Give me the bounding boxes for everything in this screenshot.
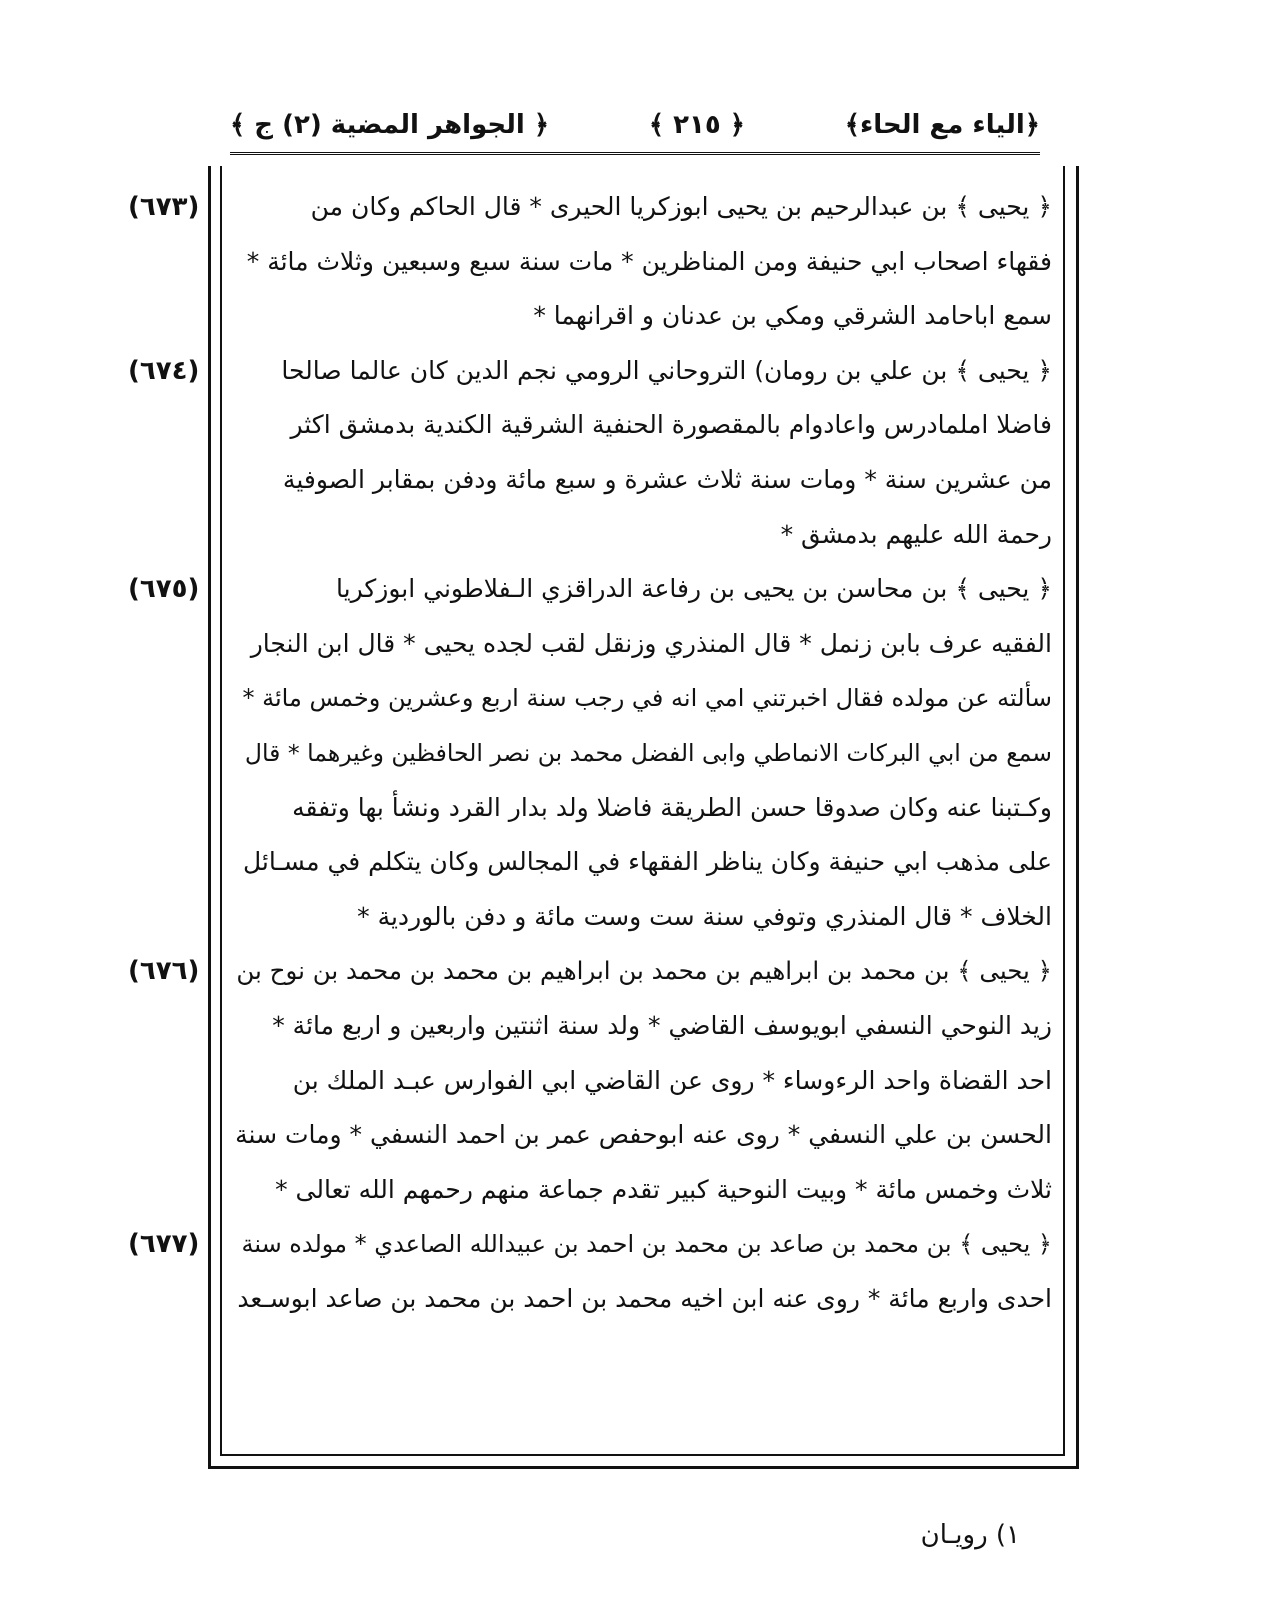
text-line: سمع من ابي البركات الانماطي وابى الفضل محمد بن نصر الحافظين وغيرهما * قال xyxy=(244,738,1052,767)
text-line: احد القضاة واحد الرءوساء * روى عن القاضي ابي الفوارس عبـد الملك بن xyxy=(292,1065,1052,1095)
text-line: الحسن بن علي النسفي * روى عنه ابوحفص عمر بن احمد النسفي * ومات سنة xyxy=(235,1120,1052,1150)
text-line: من عشرين سنة * ومات سنة ثلاث عشرة و سبع مائة ودفن بمقابر الصوفية xyxy=(282,464,1052,494)
entry-number: (٦٧٤) xyxy=(128,356,200,386)
text-line: سمع اباحامد الشرقي ومكي بن عدنان و اقرانهما * xyxy=(533,301,1052,331)
text-line: ﴿ يحيى ﴾ بن عبدالرحيم بن يحيى ابوزكريا الحيرى * قال الحاكم وكان من xyxy=(310,192,1052,221)
text-line: وكـتبنا عنه وكان صدوقا حسن الطريقة فاضلا ولد بدار القرد ونشأ بها وتفقه xyxy=(292,792,1052,822)
text-line: فاضلا املمادرس واعادوام بالمقصورة الحنفية الشرقية الكندية بدمشق اكثر xyxy=(290,410,1052,440)
header-page-number: ﴿ ٢١٥ ﴾ xyxy=(648,110,746,140)
entry-number: (٦٧٣) xyxy=(128,192,200,222)
text-line: ﴿ يحيى ﴾ بن علي بن رومان) التروحاني الرومي نجم الدين كان عالما صالحا xyxy=(281,355,1052,385)
text-line: الخلاف * قال المنذري وتوفي سنة ست وست مائة و دفن بالوردية * xyxy=(357,901,1052,931)
text-line: ثلاث وخمس مائة * وبيت النوحية كبير تقدم جماعة منهم رحمهم الله تعالى * xyxy=(275,1174,1052,1204)
text-line: ﴿ يحيى ﴾ بن محمد بن ابراهيم بن محمد بن ابراهيم بن محمد بن محمد بن نوح بن xyxy=(236,956,1052,986)
footnote: ١) رويـان xyxy=(920,1520,1020,1550)
text-line: الفقيه عرف بابن زنمل * قال المنذري وزنقل لقب لجده يحيى * قال ابن النجار xyxy=(250,628,1052,658)
entry-number: (٦٧٦) xyxy=(128,956,200,986)
running-header xyxy=(230,100,1040,155)
text-line: ﴿ يحيى ﴾ بن محمد بن صاعد بن محمد بن احمد بن عبيدالله الصاعدي * مولده سنة xyxy=(241,1230,1052,1259)
text-line: زيد النوحي النسفي ابويوسف القاضي * ولد سنة اثنتين واربعين و اربع مائة * xyxy=(272,1010,1052,1040)
text-line: سألته عن مولده فقال اخبرتني امي انه في رجب سنة اربع وعشرين وخمس مائة * xyxy=(242,684,1052,713)
entry-number: (٦٧٧) xyxy=(128,1229,200,1259)
body-text xyxy=(232,180,1052,1326)
text-line: على مذهب ابي حنيفة وكان يناظر الفقهاء في المجالس وكان يتكلم في مسـائل xyxy=(242,847,1052,877)
header-book-title: ﴿ الجواهر المضية (٢) ج ﴾ xyxy=(230,110,550,140)
text-line: ﴿ يحيى ﴾ بن محاسن بن يحيى بن رفاعة الدراقزي الـفلاطوني ابوزكريا xyxy=(336,574,1052,604)
header-section: ﴿الياء مع الحاء﴾ xyxy=(844,110,1040,140)
entry-number: (٦٧٥) xyxy=(128,574,200,604)
text-line: احدى واربع مائة * روى عنه ابن اخيه محمد بن احمد بن محمد بن صاعد ابوسـعد xyxy=(237,1283,1052,1313)
text-line: فقهاء اصحاب ابي حنيفة ومن المناظرين * مات سنة سبع وسبعين وثلاث مائة * xyxy=(246,246,1052,276)
text-line: رحمة الله عليهم بدمشق * xyxy=(780,519,1052,549)
